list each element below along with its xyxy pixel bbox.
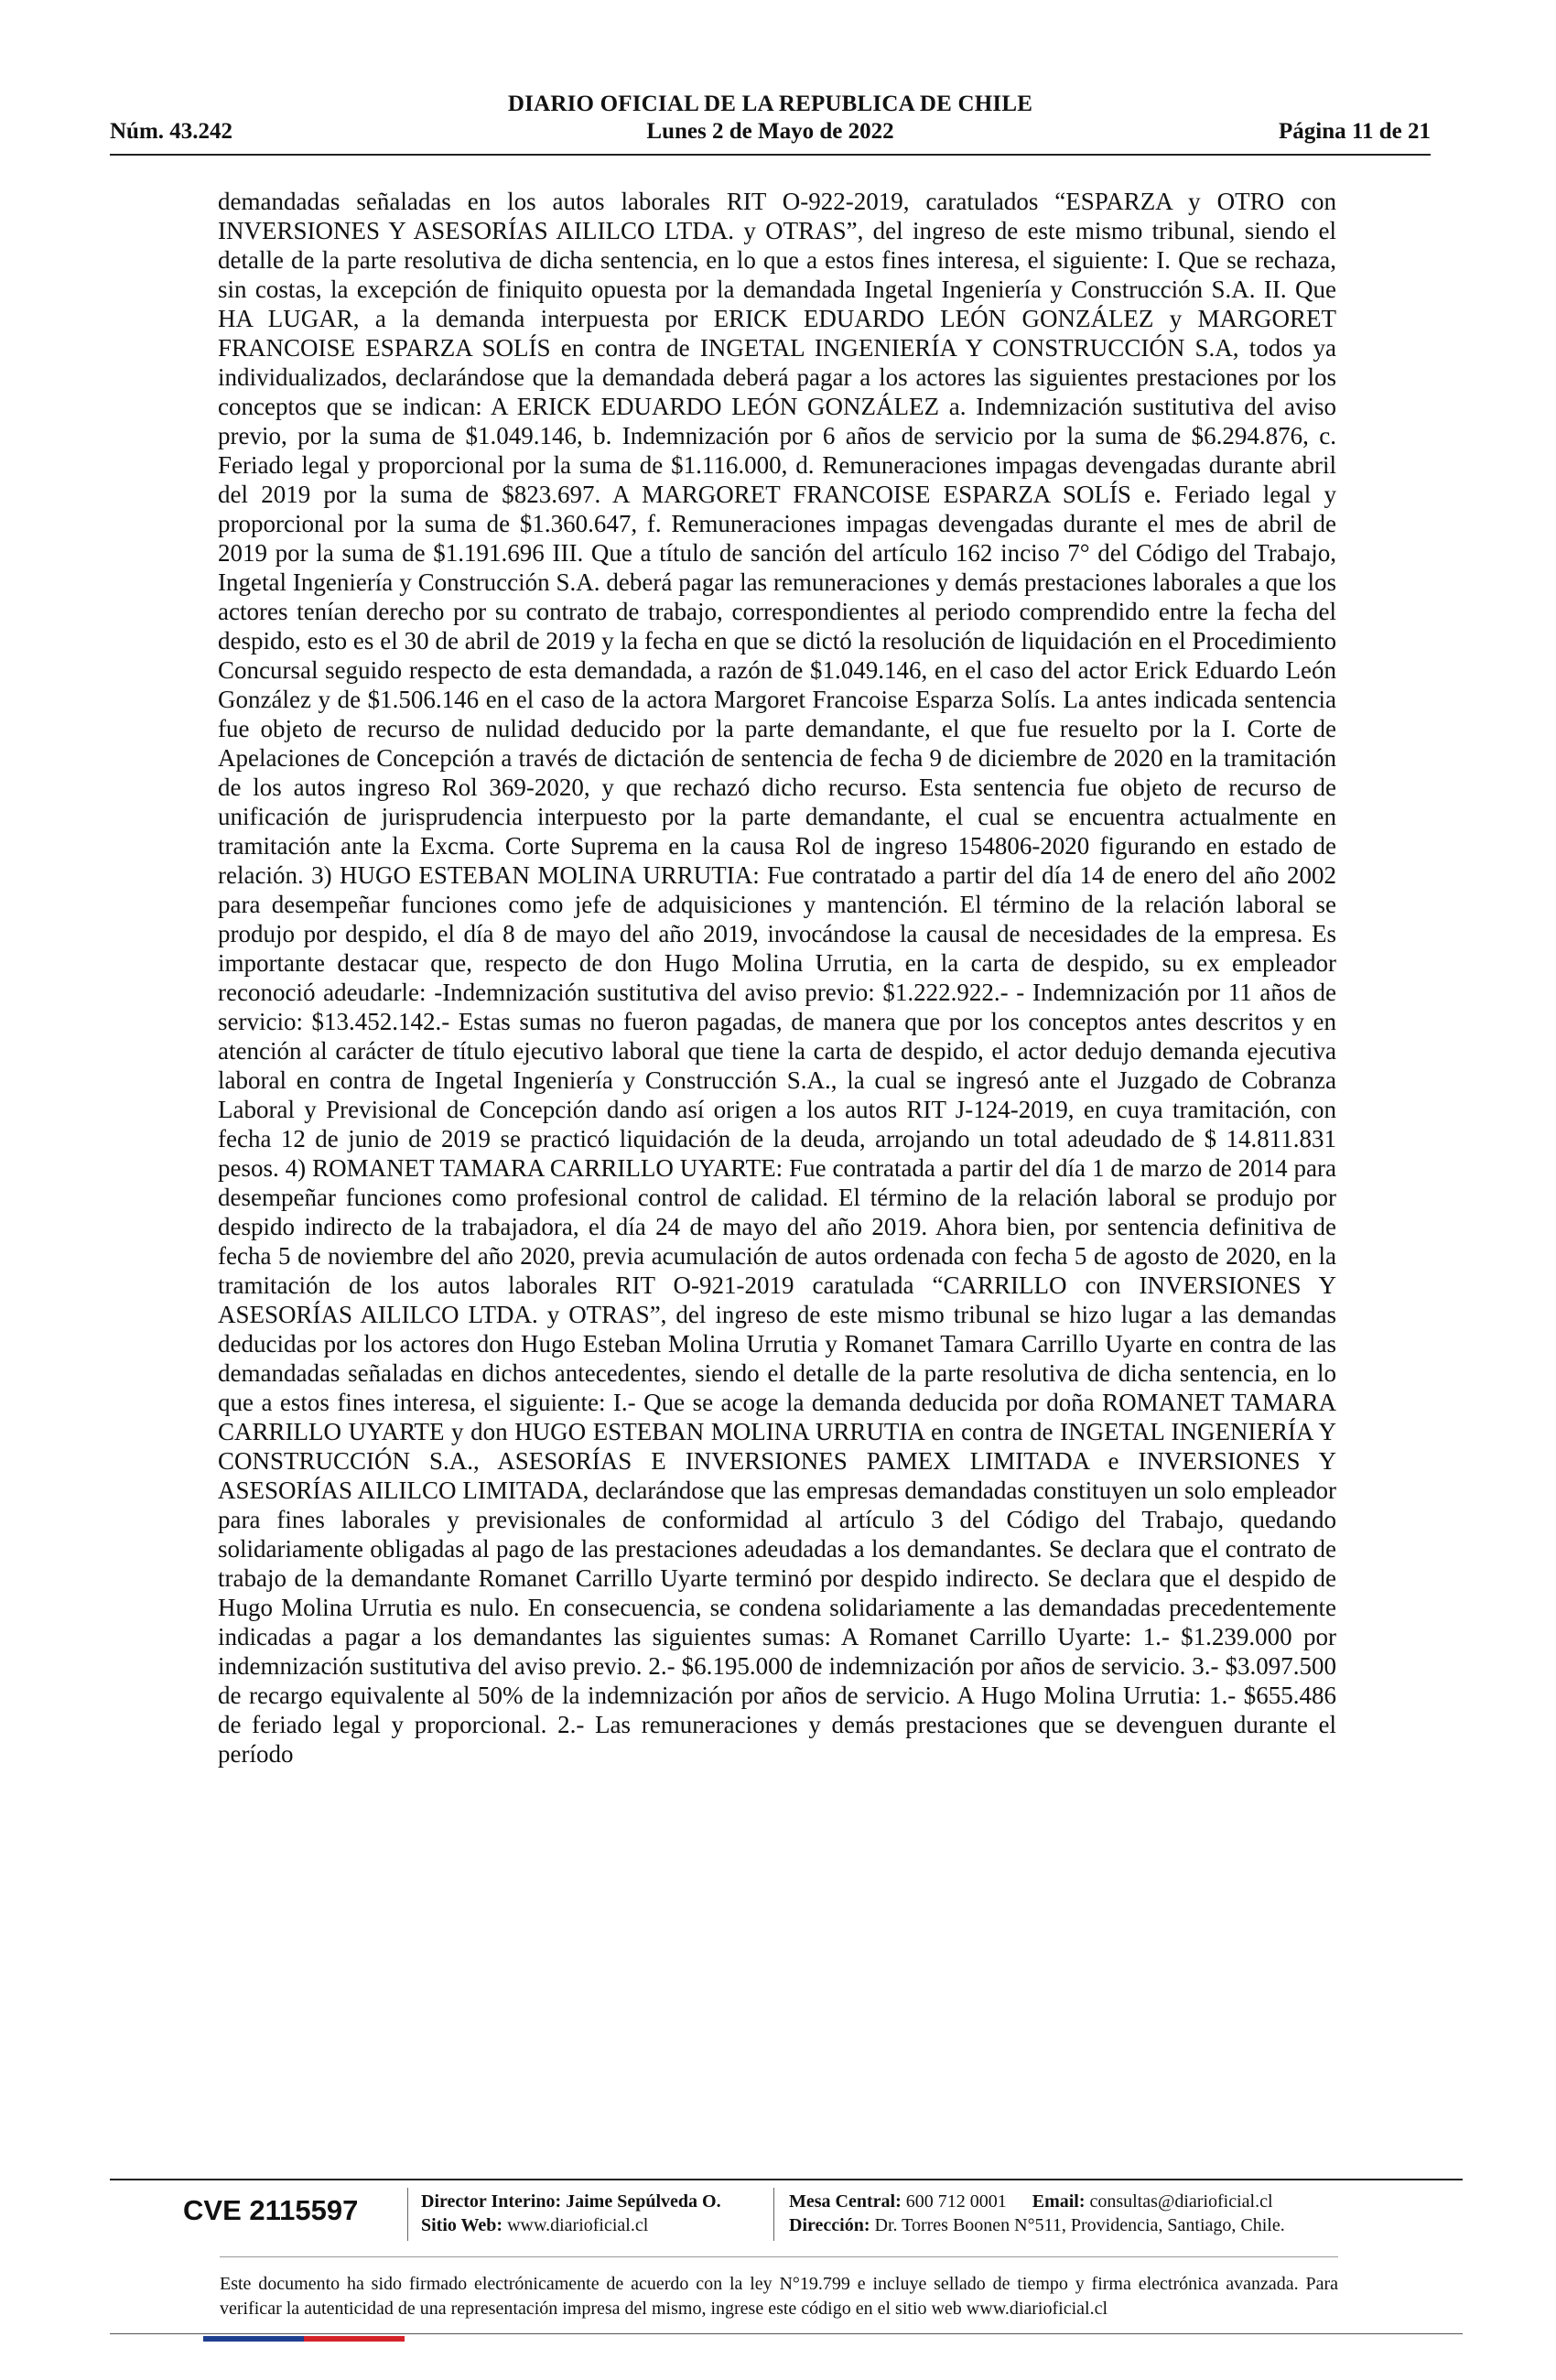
phone-value: 600 712 0001 — [905, 2191, 1007, 2212]
document-body — [218, 187, 1336, 1769]
cve-code: CVE 2115597 — [183, 2194, 359, 2226]
issue-date: Lunes 2 de Mayo de 2022 — [646, 119, 894, 144]
email-link[interactable]: consultas@diarioficial.cl — [1089, 2191, 1273, 2212]
legal-notice: Este documento ha sido firmado electrónicamente de acuerdo con la ley N°19.799 e incluye sellado de tiempo y firma electrónica avanzada. Para verificar la autenticidad de una representación impresa del mismo, ingrese este código en el sitio web www.diarioficial.cl — [220, 2274, 1338, 2319]
body-paragraph: demandadas señaladas en los autos laborales RIT O-922-2019, caratulados “ESPARZA y OTRO con INVERSIONES Y ASESORÍAS AILILCO LTDA. y OTRAS”, del ingreso de este mismo tribunal, siendo el detalle de la parte resolutiva de dicha sentencia, en lo que a estos fines interesa, el siguiente: I. Que se rechaza, sin costas, la excepción de finiquito opuesta por la demandada Ingetal Ingeniería y Construcción S.A. II. Que HA LUGAR, a la demanda interpuesta por ERICK EDUARDO LEÓN GONZÁLEZ y MARGORET FRANCOISE ESPARZA SOLÍS en contra de INGETAL INGENIERÍA Y CONSTRUCCIÓN S.A, todos ya individualizados, declarándose que la demandada deberá pagar a los actores las siguientes prestaciones por los conceptos que se indican: A ERICK EDUARDO LEÓN GONZÁLEZ a. Indemnización sustitutiva del aviso previo, por la suma de $1.049.146, b. Indemnización por 6 años de servicio por la suma de $6.294.876, c. Feriado legal y proporcional por la suma de $1.116.000, d. Remuneraciones impagas devengadas durante abril del 2019 por la suma de $823.697. A MARGORET FRANCOISE ESPARZA SOLÍS e. Feriado legal y proporcional por la suma de $1.360.647, f. Remuneraciones impagas devengadas durante el mes de abril de 2019 por la suma de $1.191.696 III. Que a título de sanción del artículo 162 inciso 7° del Código del Trabajo, Ingetal Ingeniería y Construcción S.A. deberá pagar las remuneraciones y demás prestaciones laborales a que los actores tenían derecho por su contrato de trabajo, correspondientes al periodo comprendido entre la fecha del despido, esto es el 30 de abril de 2019 y la fecha en que se dictó la resolución de liquidación en el Procedimiento Concursal seguido respecto de esta demandada, a razón de $1.049.146, en el caso del actor Erick Eduardo León González y de $1.506.146 en el caso de la actora Margoret Francoise Esparza Solís. La antes indicada sentencia fue objeto de recurso de nulidad deducido por la parte demandante, el que fue resuelto por la I. Corte de Apelaciones de Concepción a través de dictación de sentencia de fecha 9 de diciembre de 2020 en la tramitación de los autos ingreso Rol 369-2020, y que rechazó dicho recurso. Esta sentencia fue objeto de recurso de unificación de jurisprudencia interpuesto por la parte demandante, el cual se encuentra actualmente en tramitación ante la Excma. Corte Suprema en la causa Rol de ingreso 154806-2020 figurando en estado de relación. 3) HUGO ESTEBAN MOLINA URRUTIA: Fue contratado a partir del día 14 de enero del año 2002 para desempeñar funciones como jefe de adquisiciones y mantención. El término de la relación laboral se produjo por despido, el día 8 de mayo del año 2019, invocándose la causal de necesidades de la empresa. Es importante destacar que, respecto de don Hugo Molina Urrutia, en la carta de despido, su ex empleador reconoció adeudarle: -Indemnización sustitutiva del aviso previo: $1.222.922.- - Indemnización por 11 años de servicio: $13.452.142.- Estas sumas no fueron pagadas, de manera que por los conceptos antes descritos y en atención al carácter de título ejecutivo laboral que tiene la carta de despido, el actor dedujo demanda ejecutiva laboral en contra de Ingetal Ingeniería y Construcción S.A., la cual se ingresó ante el Juzgado de Cobranza Laboral y Previsional de Concepción dando así origen a los autos RIT J-124-2019, en cuya tramitación, con fecha 12 de junio de 2019 se practicó liquidación de la deuda, arrojando un total adeudado de $ 14.811.831 pesos. 4) ROMANET TAMARA CARRILLO UYARTE: Fue contratada a partir del día 1 de marzo de 2014 para desempeñar funciones como profesional control de calidad. El término de la relación laboral se produjo por despido indirecto de la trabajadora, el día 24 de mayo del año 2019. Ahora bien, por sentencia definitiva de fecha 5 de noviembre del año 2020, previa acumulación de autos ordenada con fecha 5 de agosto de 2020, en la tramitación de los autos laborales RIT O-921-2019 caratulada “CARRILLO con INVERSIONES Y ASESORÍAS AILILCO LTDA. y OTRAS”, del ingreso de este mismo tribunal se hizo lugar a las demandas deducidas por los actores don Hugo Esteban Molina Urrutia y Romanet Tamara Carrillo Uyarte en contra de las demandadas señaladas en dichos antecedentes, siendo el detalle de la parte resolutiva de dicha sentencia, en lo que a estos fines interesa, el siguiente: I.- Que se acoge la demanda deducida por doña ROMANET TAMARA CARRILLO UYARTE y don HUGO ESTEBAN MOLINA URRUTIA en contra de INGETAL INGENIERÍA Y CONSTRUCCIÓN S.A., ASESORÍAS E INVERSIONES PAMEX LIMITADA e INVERSIONES Y ASESORÍAS AILILCO LIMITADA, declarándose que las empresas demandadas constituyen un solo empleador para fines laborales y previsionales de conformidad al artículo 3 del Código del Trabajo, quedando solidariamente obligadas al pago de las prestaciones adeudadas a los demandantes. Se declara que el contrato de trabajo de la demandante Romanet Carrillo Uyarte terminó por despido indirecto. Se declara que el despido de Hugo Molina Urrutia es nulo. En consecuencia, se condena solidariamente a las demandadas precedentemente indicadas a pagar a los demandantes las siguientes sumas: A Romanet Carrillo Uyarte: 1.- $1.239.000 por indemnización sustitutiva del aviso previo. 2.- $6.195.000 de indemnización por años de servicio. 3.- $3.097.500 de recargo equivalente al 50% de la indemnización por años de servicio. A Hugo Molina Urrutia: 1.- $655.486 de feriado legal y proporcional. 2.- Las remuneraciones y demás prestaciones que se devenguen durante el período — [218, 188, 1336, 1768]
footer-contact-block — [789, 2190, 1285, 2237]
flag-blue-segment — [203, 2336, 304, 2342]
phone-label: Mesa Central: — [789, 2191, 902, 2212]
address-label: Dirección: — [789, 2215, 870, 2235]
director-name: Jaime Sepúlveda O. — [566, 2191, 721, 2212]
publication-title: DIARIO OFICIAL DE LA REPUBLICA DE CHILE — [507, 92, 1033, 116]
footer-separator — [407, 2188, 408, 2241]
issue-number: Núm. 43.242 — [110, 119, 233, 144]
footer-inner-divider — [220, 2256, 1338, 2257]
footer-director-block — [421, 2190, 721, 2237]
email-label: Email: — [1032, 2191, 1086, 2212]
footer-bottom-divider — [110, 2333, 1463, 2334]
footer-separator — [773, 2188, 774, 2241]
footer-divider — [110, 2179, 1463, 2180]
director-label: Director Interino: — [421, 2191, 562, 2212]
header-divider — [110, 154, 1431, 156]
page-number: Página 11 de 21 — [1279, 119, 1431, 144]
header-row — [110, 119, 1431, 148]
flag-stripe — [203, 2336, 405, 2342]
website-label: Sitio Web: — [421, 2215, 503, 2235]
flag-red-segment — [304, 2336, 405, 2342]
address-value: Dr. Torres Boonen N°511, Providencia, Santiago, Chile. — [874, 2215, 1285, 2235]
website-link[interactable]: www.diarioficial.cl — [507, 2215, 649, 2235]
